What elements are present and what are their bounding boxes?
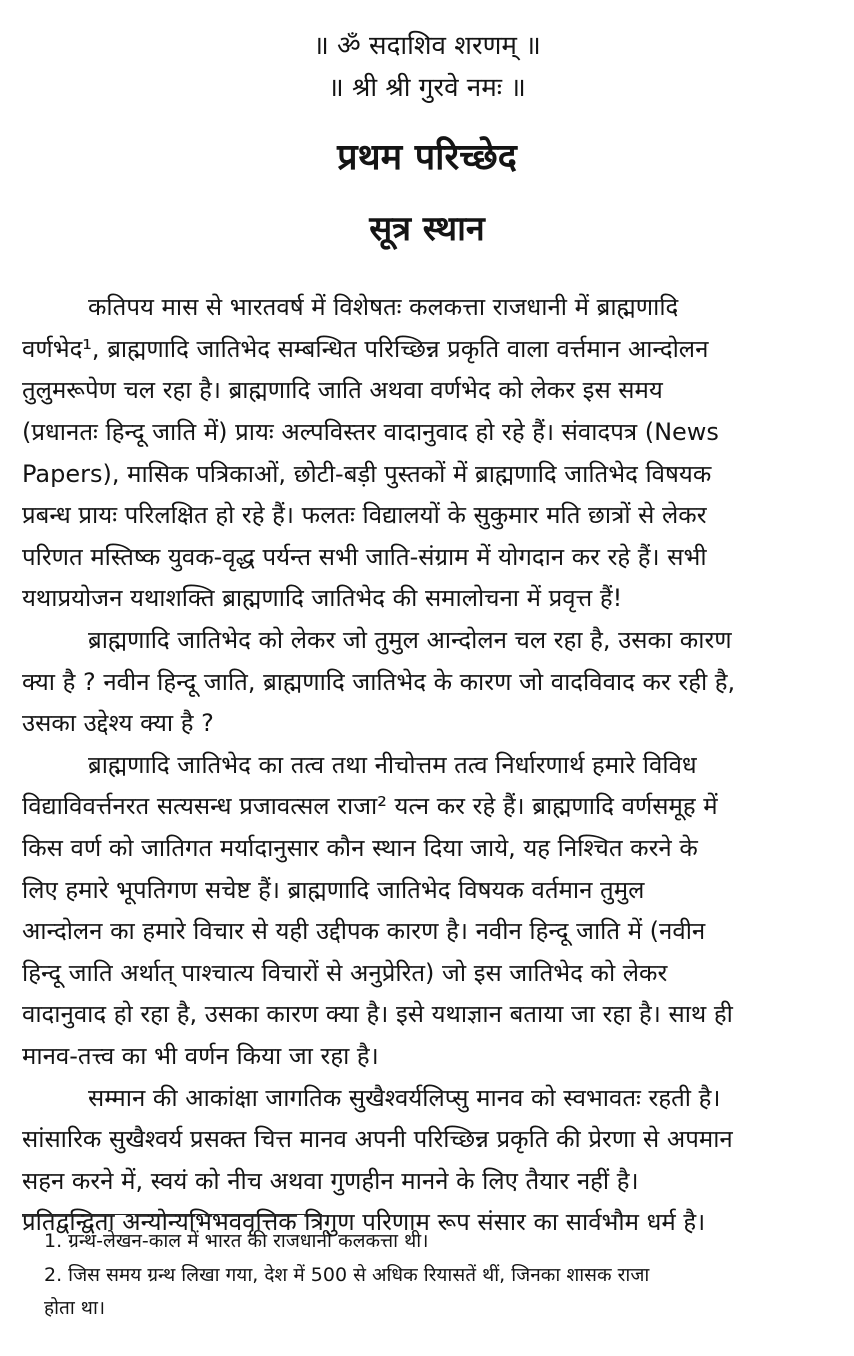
body-line: (प्रधानतः हिन्दू जाति में) प्रायः अल्पविस्तर वादानुवाद हो रहे हैं। संवादपत्र (News — [22, 418, 719, 446]
body-line: लिए हमारे भूपतिगण सचेष्ट हैं। ब्राह्मणादि जातिभेद विषयक वर्तमान तुमुल — [22, 876, 645, 904]
chapter-title: प्रथम परिच्छेद — [337, 137, 517, 178]
body-line: आन्दोलन का हमारे विचार से यही उद्दीपक कारण है। नवीन हिन्दू जाति में (नवीन — [22, 917, 706, 945]
body-line: हिन्दू जाति अर्थात् पाश्चात्य विचारों से अनुप्रेरित) जो इस जातिभेद को लेकर — [22, 959, 668, 987]
footnote-1: 1. ग्रन्थ-लेखन-काल में भारत की राजधानी कलकत्ता थी। — [44, 1230, 429, 1252]
body-line: कतिपय मास से भारतवर्ष में विशेषतः कलकत्ता राजधानी में ब्राह्मणादि — [88, 293, 679, 321]
body-line: सम्मान की आकांक्षा जागतिक सुखैश्वर्यलिप्सु मानव को स्वभावतः रहती है। — [88, 1084, 721, 1112]
body-line: ब्राह्मणादि जातिभेद को लेकर जो तुमुल आन्दोलन चल रहा है, उसका कारण — [88, 626, 732, 654]
body-line: यथाप्रयोजन यथाशक्ति ब्राह्मणादि जातिभेद की समालोचना में प्रवृत्त हैं! — [22, 584, 623, 612]
body-line: परिणत मस्तिष्क युवक-वृद्ध पर्यन्त सभी जाति-संग्राम में योगदान कर रहे हैं। सभी — [22, 543, 707, 571]
body-line: प्रतिद्वन्द्विता अन्योन्यभिभववृत्तिक त्रिगुण परिणाम रूप संसार का सार्वभौम धर्म है। — [22, 1208, 706, 1236]
body-line: उसका उद्देश्य क्या है ? — [22, 709, 214, 737]
body-line: मानव-तत्त्व का भी वर्णन किया जा रहा है। — [22, 1042, 379, 1070]
body-line: सहन करने में, स्वयं को नीच अथवा गुणहीन मानने के लिए तैयार नहीं है। — [22, 1167, 639, 1195]
footnote-2-continuation: होता था। — [44, 1297, 106, 1319]
body-line: वादानुवाद हो रहा है, उसका कारण क्या है। इसे यथाज्ञान बताया जा रहा है। साथ ही — [22, 1000, 733, 1028]
body-line: वर्णभेद¹, ब्राह्मणादि जातिभेद सम्बन्धित परिच्छिन्न प्रकृति वाला वर्त्तमान आन्दोलन — [22, 335, 709, 363]
body-line: ब्राह्मणादि जातिभेद का तत्व तथा नीचोत्तम तत्व निर्धारणार्थ हमारे विविध — [88, 751, 697, 779]
body-line: विद्याविवर्त्तनरत सत्यसन्ध प्रजावत्सल राजा² यत्न कर रहे हैं। ब्राह्मणादि वर्णसमूह में — [22, 792, 718, 820]
invocation-line-1: ॥ ॐ सदाशिव शरणम् ॥ — [313, 31, 541, 61]
invocation-line-2: ॥ श्री श्री गुरवे नमः ॥ — [328, 73, 526, 103]
body-line: सांसारिक सुखैश्वर्य प्रसक्त चित्त मानव अपनी परिच्छिन्न प्रकृति की प्रेरणा से अपमान — [22, 1125, 733, 1153]
footnote-divider — [22, 1214, 322, 1215]
body-line: Papers), मासिक पत्रिकाओं, छोटी-बड़ी पुस्तकों में ब्राह्मणादि जातिभेद विषयक — [22, 460, 712, 488]
body-line: किस वर्ण को जातिगत मर्यादानुसार कौन स्थान दिया जाये, यह निश्चित करने के — [22, 834, 698, 862]
body-line: प्रबन्ध प्रायः परिलक्षित हो रहे हैं। फलतः विद्यालयों के सुकुमार मति छात्रों से लेकर — [22, 501, 707, 529]
footnote-2: 2. जिस समय ग्रन्थ लिखा गया, देश में 500 से अधिक रियासतें थीं, जिनका शासक राजा — [44, 1264, 650, 1286]
body-line: तुलुमरूपेण चल रहा है। ब्राह्मणादि जाति अथवा वर्णभेद को लेकर इस समय — [22, 376, 663, 404]
body-line: क्या है ? नवीन हिन्दू जाति, ब्राह्मणादि जातिभेद के कारण जो वादविवाद कर रही है, — [22, 668, 736, 696]
section-title: सूत्र स्थान — [369, 209, 485, 249]
